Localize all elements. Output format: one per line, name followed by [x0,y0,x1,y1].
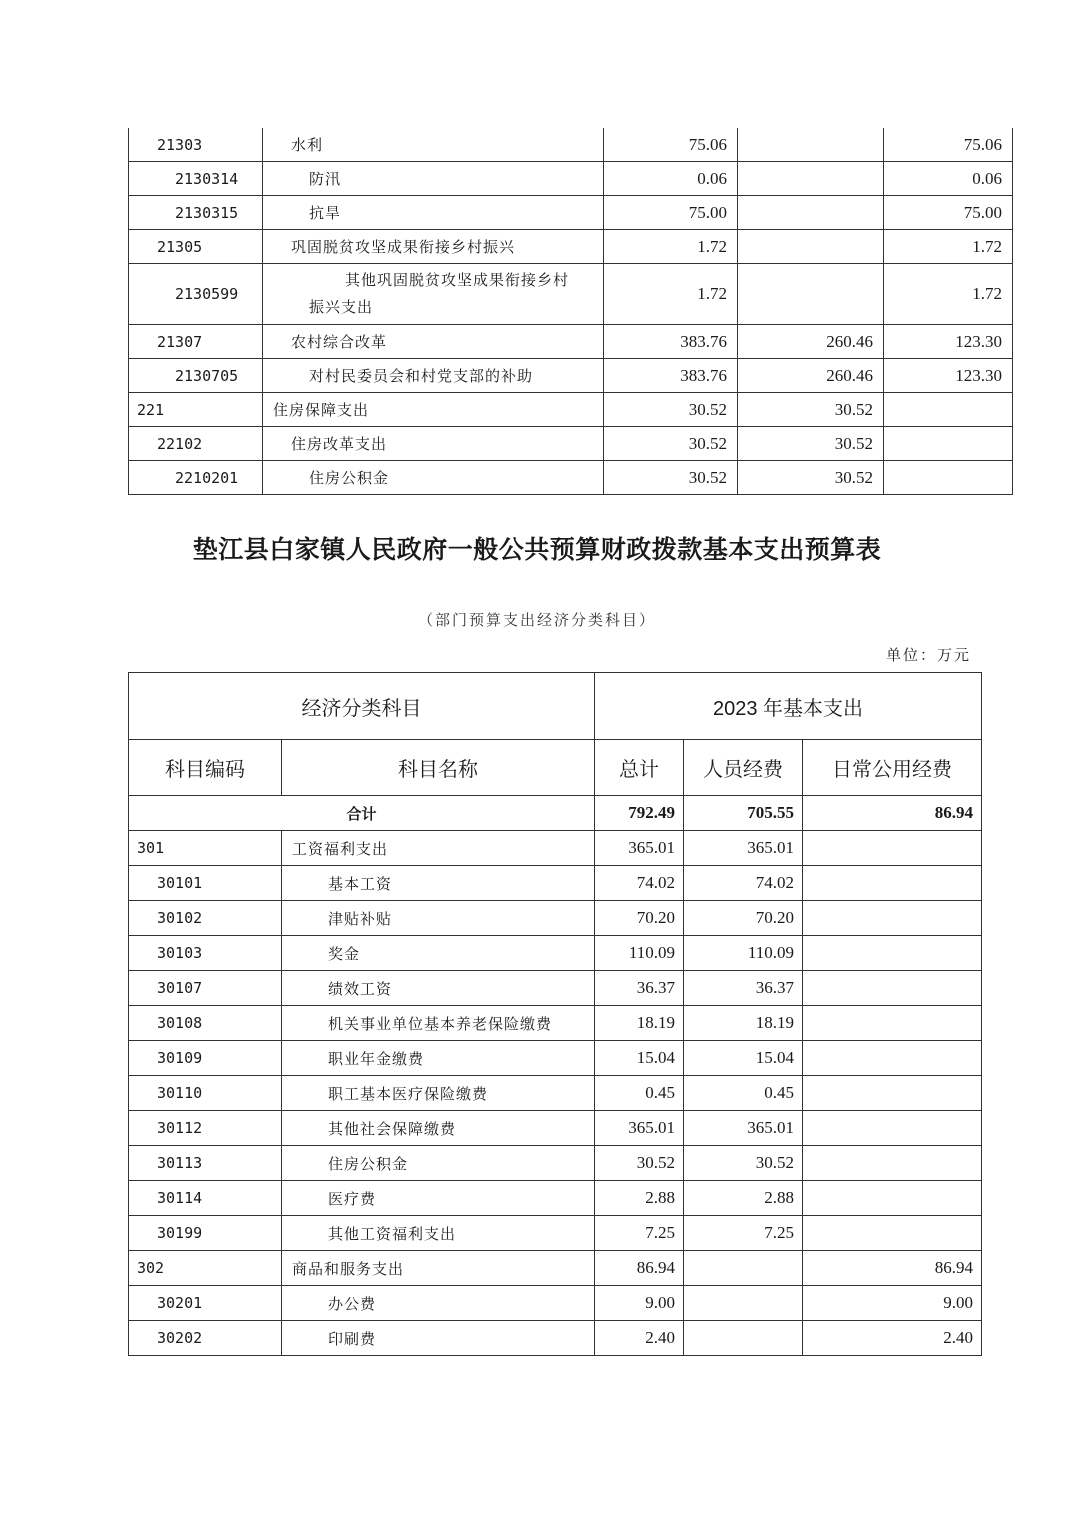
row-total: 383.76 [604,359,738,393]
row-personnel: 0.45 [684,1076,803,1111]
table-row [129,1146,982,1181]
row-name: 绩效工资 [282,971,595,1006]
row-total: 18.19 [595,1006,684,1041]
row-personnel: 7.25 [684,1216,803,1251]
row-total: 7.25 [595,1216,684,1251]
row-public: 123.30 [884,359,1013,393]
header-basic-expenditure-2023: 2023 年基本支出 [595,673,982,740]
row-code: 21305 [129,230,263,264]
row-public [803,1006,982,1041]
row-personnel: 30.52 [738,393,884,427]
row-personnel: 30.52 [738,427,884,461]
row-public: 1.72 [884,264,1013,325]
row-name: 职工基本医疗保险缴费 [282,1076,595,1111]
row-code: 30109 [129,1041,282,1076]
row-total: 1.72 [604,264,738,325]
row-code: 30103 [129,936,282,971]
header-total: 总计 [595,740,684,796]
row-personnel: 18.19 [684,1006,803,1041]
row-total: 365.01 [595,1111,684,1146]
row-personnel [684,1251,803,1286]
row-code: 30114 [129,1181,282,1216]
row-name: 职业年金缴费 [282,1041,595,1076]
header-subject-code: 科目编码 [129,740,282,796]
header-economic-classification: 经济分类科目 [129,673,595,740]
row-name: 住房保障支出 [263,393,604,427]
row-total: 30.52 [604,427,738,461]
row-total: 9.00 [595,1286,684,1321]
row-total: 75.06 [604,128,738,162]
table-row [129,230,1013,264]
row-total: 74.02 [595,866,684,901]
row-code: 30110 [129,1076,282,1111]
table-row [129,128,1013,162]
row-name: 其他工资福利支出 [282,1216,595,1251]
row-code: 301 [129,831,282,866]
row-total: 0.06 [604,162,738,196]
row-public [803,936,982,971]
table-row [129,393,1013,427]
functional-classification-table-continued [128,128,1013,495]
row-name: 奖金 [282,936,595,971]
row-public [803,901,982,936]
row-public [884,461,1013,495]
row-public: 0.06 [884,162,1013,196]
row-code: 2130315 [129,196,263,230]
total-personnel: 705.55 [684,796,803,831]
row-name: 办公费 [282,1286,595,1321]
row-total: 0.45 [595,1076,684,1111]
row-code: 2130599 [129,264,263,325]
row-code: 30201 [129,1286,282,1321]
row-personnel: 260.46 [738,359,884,393]
row-personnel: 36.37 [684,971,803,1006]
row-code: 2210201 [129,461,263,495]
row-name: 防汛 [263,162,604,196]
row-personnel: 2.88 [684,1181,803,1216]
row-public: 86.94 [803,1251,982,1286]
row-public [803,831,982,866]
header-subject-name: 科目名称 [282,740,595,796]
row-code: 30199 [129,1216,282,1251]
row-personnel: 365.01 [684,831,803,866]
table-header-group-row [129,673,982,740]
row-personnel [684,1286,803,1321]
row-name: 住房改革支出 [263,427,604,461]
table-row [129,427,1013,461]
row-name: 抗旱 [263,196,604,230]
row-code: 21303 [129,128,263,162]
table-row [129,901,982,936]
table-row [129,461,1013,495]
row-personnel [738,128,884,162]
row-total: 2.40 [595,1321,684,1356]
table-row [129,196,1013,230]
row-code: 30112 [129,1111,282,1146]
row-total: 383.76 [604,325,738,359]
row-code: 302 [129,1251,282,1286]
row-code: 22102 [129,427,263,461]
row-total: 365.01 [595,831,684,866]
row-code: 2130705 [129,359,263,393]
row-total: 30.52 [604,461,738,495]
row-public [803,971,982,1006]
row-personnel: 30.52 [738,461,884,495]
row-name: 商品和服务支出 [282,1251,595,1286]
row-total: 30.52 [595,1146,684,1181]
row-total: 15.04 [595,1041,684,1076]
row-total: 86.94 [595,1251,684,1286]
row-public [884,427,1013,461]
row-name: 津贴补贴 [282,901,595,936]
total-public: 86.94 [803,796,982,831]
row-code: 2130314 [129,162,263,196]
row-code: 30108 [129,1006,282,1041]
row-public [803,1181,982,1216]
table-row [129,1041,982,1076]
row-name: 农村综合改革 [263,325,604,359]
row-personnel: 110.09 [684,936,803,971]
row-name: 住房公积金 [282,1146,595,1181]
row-total: 75.00 [604,196,738,230]
row-name: 对村民委员会和村党支部的补助 [263,359,604,393]
table-row [129,1321,982,1356]
row-public: 1.72 [884,230,1013,264]
table-row [129,1111,982,1146]
table-row [129,866,982,901]
row-code: 21307 [129,325,263,359]
row-public: 2.40 [803,1321,982,1356]
header-personnel-expenses: 人员经费 [684,740,803,796]
row-personnel: 365.01 [684,1111,803,1146]
table-row [129,1006,982,1041]
row-total: 70.20 [595,901,684,936]
row-public [803,1076,982,1111]
row-code: 30102 [129,901,282,936]
row-public: 9.00 [803,1286,982,1321]
table-row [129,325,1013,359]
unit-label: 单位：万元 [885,646,971,664]
table-row [129,1286,982,1321]
economic-classification-table [128,672,982,1356]
row-public [803,1146,982,1181]
row-total: 30.52 [604,393,738,427]
table-row [129,359,1013,393]
total-label: 合计 [129,796,595,831]
row-personnel: 260.46 [738,325,884,359]
row-public: 75.06 [884,128,1013,162]
row-name: 其他社会保障缴费 [282,1111,595,1146]
row-public [803,1041,982,1076]
row-personnel: 30.52 [684,1146,803,1181]
table-row [129,1181,982,1216]
row-public: 123.30 [884,325,1013,359]
row-personnel: 70.20 [684,901,803,936]
row-code: 30202 [129,1321,282,1356]
row-personnel [684,1321,803,1356]
total-sum: 792.49 [595,796,684,831]
row-name: 住房公积金 [263,461,604,495]
row-public [803,1111,982,1146]
row-total: 2.88 [595,1181,684,1216]
row-name: 基本工资 [282,866,595,901]
row-name: 机关事业单位基本养老保险缴费 [282,1006,595,1041]
table-row [129,1216,982,1251]
row-name: 其他巩固脱贫攻坚成果衔接乡村振兴支出 [263,264,604,325]
row-total: 36.37 [595,971,684,1006]
table-total-row [129,796,982,831]
table-row [129,162,1013,196]
row-code: 30101 [129,866,282,901]
page-title: 垫江县白家镇人民政府一般公共预算财政拨款基本支出预算表 [192,535,882,564]
row-public [803,866,982,901]
row-public [884,393,1013,427]
row-personnel [738,162,884,196]
row-code: 30113 [129,1146,282,1181]
row-personnel: 74.02 [684,866,803,901]
row-total: 110.09 [595,936,684,971]
row-name: 工资福利支出 [282,831,595,866]
table-row [129,1251,982,1286]
row-name: 水利 [263,128,604,162]
row-code: 221 [129,393,263,427]
row-personnel: 15.04 [684,1041,803,1076]
row-total: 1.72 [604,230,738,264]
table-row [129,971,982,1006]
row-personnel [738,230,884,264]
table-row [129,831,982,866]
table-row [129,1076,982,1111]
row-name: 巩固脱贫攻坚成果衔接乡村振兴 [263,230,604,264]
table-row [129,936,982,971]
row-public [803,1216,982,1251]
header-daily-public-expenses: 日常公用经费 [803,740,982,796]
table-row [129,264,1013,325]
page-subtitle: （部门预算支出经济分类科目） [417,611,656,629]
row-name: 印刷费 [282,1321,595,1356]
table-header-column-row [129,740,982,796]
row-personnel [738,196,884,230]
row-code: 30107 [129,971,282,1006]
row-personnel [738,264,884,325]
row-name: 医疗费 [282,1181,595,1216]
row-public: 75.00 [884,196,1013,230]
